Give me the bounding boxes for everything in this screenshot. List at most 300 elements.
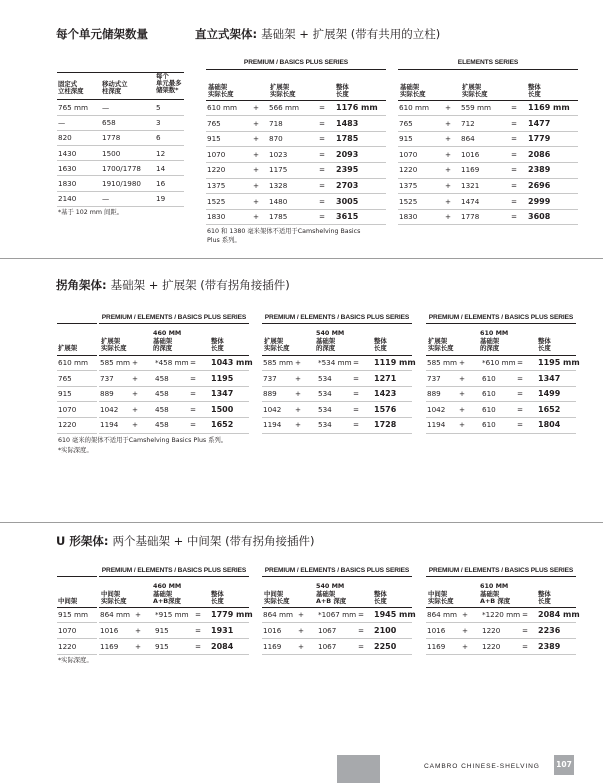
page-number: 107 bbox=[554, 755, 574, 775]
footnote: Plus 系列。 bbox=[207, 237, 241, 244]
cell-total: 1347 bbox=[211, 389, 234, 399]
cell-b: 1480 bbox=[269, 196, 288, 206]
table-header-rule bbox=[262, 607, 412, 608]
cell-b: 1474 bbox=[461, 196, 480, 206]
plus-sign: + bbox=[132, 404, 139, 414]
table-row bbox=[58, 149, 183, 159]
table-row bbox=[262, 389, 412, 399]
equals-sign: = bbox=[190, 420, 197, 430]
col-header-fixed-depth: 固定式 立柱深度 bbox=[58, 80, 84, 96]
cell-max-shelves: 14 bbox=[156, 163, 166, 173]
cell-total: 3608 bbox=[528, 212, 551, 222]
col-header: 整体 长度 bbox=[374, 589, 387, 605]
cell-a: 915 bbox=[207, 134, 221, 144]
table-row bbox=[398, 150, 578, 160]
table-row bbox=[99, 642, 249, 652]
plus-sign: + bbox=[459, 358, 466, 367]
cell-b: 915 bbox=[155, 641, 169, 651]
plus-sign: + bbox=[445, 196, 452, 206]
cell-fixed-depth: 1630 bbox=[58, 163, 77, 173]
col-header: 中间架 实际长度 bbox=[428, 589, 454, 605]
col-header: 扩展架 实际长度 bbox=[101, 336, 127, 352]
table-header-rule bbox=[398, 100, 578, 101]
cell-b: 870 bbox=[269, 134, 283, 144]
table-row bbox=[398, 103, 578, 113]
equals-sign: = bbox=[358, 625, 365, 635]
table-header-rule bbox=[426, 355, 576, 356]
plus-sign: + bbox=[459, 373, 466, 383]
plus-sign: + bbox=[459, 404, 466, 414]
row-rule bbox=[99, 386, 249, 387]
table-row bbox=[58, 194, 183, 204]
col-header: 460 MM 基础架 A+B深度 bbox=[153, 582, 182, 605]
row-rule bbox=[57, 622, 97, 623]
equals-sign: = bbox=[517, 358, 524, 367]
plus-sign: + bbox=[132, 373, 139, 383]
cell-b: 1321 bbox=[461, 181, 480, 190]
table-row bbox=[426, 642, 576, 652]
col-header: 中间架 实际长度 bbox=[264, 589, 290, 605]
cell-total: 3005 bbox=[336, 196, 359, 206]
row-rule bbox=[57, 145, 184, 146]
cell-a: 1220 bbox=[399, 165, 418, 175]
cell-mobile-depth: 658 bbox=[102, 118, 116, 128]
cell-b: 1328 bbox=[269, 181, 288, 190]
cell-fixed-depth: 765 mm bbox=[58, 103, 89, 112]
equals-sign: = bbox=[511, 103, 518, 112]
plus-sign: + bbox=[298, 610, 305, 619]
series-label: PREMIUM / BASICS PLUS SERIES bbox=[243, 59, 349, 66]
cell-mobile-depth: 1500 bbox=[102, 148, 121, 158]
plus-sign: + bbox=[253, 181, 260, 190]
section-title-rest: 基础架 + 扩展架 (带有拐角接插件) bbox=[110, 278, 290, 292]
table-row bbox=[398, 197, 578, 207]
plus-sign: + bbox=[459, 420, 466, 430]
cell-a: 1070 bbox=[399, 149, 418, 159]
row-rule bbox=[57, 370, 97, 371]
cell-a: 889 bbox=[263, 389, 277, 399]
cell-total: 1652 bbox=[538, 404, 561, 414]
series-label: ELEMENTS SERIES bbox=[457, 59, 519, 66]
col-header: 扩展架 实际长度 bbox=[270, 82, 296, 98]
row-rule bbox=[206, 224, 386, 225]
plus-sign: + bbox=[253, 212, 260, 222]
row-rule bbox=[262, 654, 412, 655]
cell-total: 1785 bbox=[336, 134, 359, 144]
plus-sign: + bbox=[445, 134, 452, 144]
row-rule bbox=[206, 162, 386, 163]
row-rule bbox=[57, 206, 184, 207]
col-header: 中间架 实际长度 bbox=[101, 589, 127, 605]
section-title-rest: 两个基础架 + 中间架 (带有拐角接插件) bbox=[112, 534, 315, 548]
footer-brand: CAMBRO CHINESE-SHELVING bbox=[424, 763, 540, 770]
row-rule bbox=[426, 433, 576, 434]
cell-b: 1220 bbox=[482, 625, 501, 635]
cell-a: 765 bbox=[207, 118, 221, 128]
cell-total: 1043 mm bbox=[211, 358, 253, 367]
table-row bbox=[206, 103, 386, 113]
equals-sign: = bbox=[319, 212, 326, 222]
cell-total: 1779 bbox=[528, 134, 551, 144]
left-cell: 1070 bbox=[58, 625, 77, 635]
cell-b: 1785 bbox=[269, 212, 288, 222]
row-rule bbox=[426, 386, 576, 387]
col-header: 610 MM 基础架 A+B 深度 bbox=[480, 582, 511, 605]
col-header: 基础架 实际长度 bbox=[208, 82, 234, 98]
cell-a: 737 bbox=[263, 373, 277, 383]
equals-sign: = bbox=[358, 610, 365, 619]
cell-b: 534 bbox=[318, 420, 332, 430]
series-label: PREMIUM / ELEMENTS / BASICS PLUS SERIES bbox=[428, 314, 574, 321]
row-rule bbox=[262, 622, 412, 623]
series-label: PREMIUM / ELEMENTS / BASICS PLUS SERIES bbox=[101, 567, 247, 574]
table-row bbox=[262, 358, 416, 368]
row-rule bbox=[262, 401, 412, 402]
col-header: 扩展架 实际长度 bbox=[428, 336, 454, 352]
table-row bbox=[58, 103, 183, 113]
plus-sign: + bbox=[459, 389, 466, 399]
plus-sign: + bbox=[253, 165, 260, 175]
row-rule bbox=[99, 401, 249, 402]
table-row bbox=[426, 626, 576, 636]
row-rule bbox=[398, 224, 578, 225]
table-row bbox=[58, 133, 183, 143]
cell-a: 585 mm bbox=[263, 358, 294, 367]
equals-sign: = bbox=[517, 373, 524, 383]
units-note: *基于 102 mm 间距。 bbox=[58, 209, 123, 216]
plus-sign: + bbox=[253, 196, 260, 206]
cell-a: 1830 bbox=[399, 212, 418, 222]
plus-sign: + bbox=[295, 373, 302, 383]
plus-sign: + bbox=[445, 165, 452, 175]
table-top-rule bbox=[57, 576, 97, 577]
table-row bbox=[426, 610, 580, 620]
plus-sign: + bbox=[445, 103, 452, 112]
col-header-max-shelves: 每个 单元最多 储架数* bbox=[156, 72, 182, 95]
cell-total: 1804 bbox=[538, 420, 561, 430]
cell-b: 915 bbox=[155, 625, 169, 635]
cell-total: 1423 bbox=[374, 389, 397, 399]
equals-sign: = bbox=[511, 149, 518, 159]
row-rule bbox=[206, 131, 386, 132]
col-header: 基础架 实际长度 bbox=[400, 82, 426, 98]
table-row bbox=[262, 642, 412, 652]
cell-a: 1169 bbox=[427, 641, 446, 651]
cell-total: 2395 bbox=[336, 165, 359, 175]
col-header: 整体 长度 bbox=[211, 589, 224, 605]
table-row bbox=[262, 626, 412, 636]
plus-sign: + bbox=[295, 404, 302, 414]
row-rule bbox=[57, 191, 184, 192]
col-header: 扩展架 实际长度 bbox=[264, 336, 290, 352]
row-rule bbox=[262, 433, 412, 434]
cell-fixed-depth: 1830 bbox=[58, 179, 77, 188]
plus-sign: + bbox=[295, 420, 302, 430]
cell-a: 864 mm bbox=[263, 610, 294, 619]
cell-total: 2999 bbox=[528, 196, 551, 206]
table-header-rule bbox=[57, 607, 97, 608]
cell-a: 585 mm bbox=[427, 358, 458, 367]
equals-sign: = bbox=[522, 610, 529, 619]
row-rule bbox=[426, 417, 576, 418]
table-row bbox=[206, 165, 386, 175]
cell-total: 1169 mm bbox=[528, 103, 570, 112]
table-row bbox=[262, 610, 416, 620]
cell-max-shelves: 16 bbox=[156, 179, 166, 188]
col-header: 整体 长度 bbox=[538, 336, 551, 352]
row-rule bbox=[262, 370, 412, 371]
row-rule bbox=[398, 131, 578, 132]
cell-b: 1023 bbox=[269, 149, 288, 159]
section-divider bbox=[0, 522, 603, 523]
equals-sign: = bbox=[353, 420, 360, 430]
cell-b: 1220 bbox=[482, 641, 501, 651]
cell-a: 585 mm bbox=[100, 358, 131, 367]
row-rule bbox=[398, 209, 578, 210]
row-rule bbox=[57, 417, 97, 418]
table-row bbox=[426, 374, 576, 384]
equals-sign: = bbox=[190, 404, 197, 414]
col-header-left: 中间架 bbox=[58, 596, 78, 605]
table-row bbox=[262, 374, 412, 384]
footnote: *实际深度。 bbox=[58, 657, 93, 664]
cell-b: 1169 bbox=[461, 165, 480, 175]
equals-sign: = bbox=[195, 641, 202, 651]
row-rule bbox=[206, 193, 386, 194]
table-header-rule bbox=[57, 355, 97, 356]
cell-fixed-depth: — bbox=[58, 118, 66, 128]
table-top-rule bbox=[206, 69, 386, 70]
equals-sign: = bbox=[190, 389, 197, 399]
row-rule bbox=[206, 115, 386, 116]
col-header: 540 MM 基础架 的深度 bbox=[316, 329, 345, 352]
left-cell: 1220 bbox=[58, 420, 77, 430]
cell-total: 1652 bbox=[211, 420, 234, 430]
section-title-corner bbox=[56, 277, 290, 293]
equals-sign: = bbox=[319, 181, 326, 190]
plus-sign: + bbox=[295, 389, 302, 399]
row-rule bbox=[262, 417, 412, 418]
table-top-rule bbox=[398, 69, 578, 70]
cell-max-shelves: 3 bbox=[156, 118, 161, 128]
plus-sign: + bbox=[253, 118, 260, 128]
cell-a: 1375 bbox=[399, 181, 418, 190]
table-row bbox=[99, 374, 249, 384]
cell-total: 1477 bbox=[528, 118, 551, 128]
cell-total: 1483 bbox=[336, 118, 359, 128]
cell-a: 737 bbox=[427, 373, 441, 383]
cell-total: 2086 bbox=[528, 149, 551, 159]
equals-sign: = bbox=[517, 420, 524, 430]
equals-sign: = bbox=[319, 196, 326, 206]
row-rule bbox=[57, 175, 184, 176]
plus-sign: + bbox=[253, 149, 260, 159]
equals-sign: = bbox=[190, 358, 197, 367]
cell-total: 2100 bbox=[374, 625, 397, 635]
table-row bbox=[206, 197, 386, 207]
col-header: 整体 长度 bbox=[528, 82, 541, 98]
cell-b: 534 bbox=[318, 404, 332, 414]
cell-total: 1119 mm bbox=[374, 358, 416, 367]
equals-sign: = bbox=[319, 118, 326, 128]
table-row bbox=[99, 358, 253, 368]
cell-total: 2093 bbox=[336, 149, 359, 159]
equals-sign: = bbox=[517, 404, 524, 414]
row-rule bbox=[99, 417, 249, 418]
row-rule bbox=[99, 638, 249, 639]
equals-sign: = bbox=[195, 610, 202, 619]
cell-total: 2389 bbox=[538, 641, 561, 651]
row-rule bbox=[426, 622, 576, 623]
plus-sign: + bbox=[253, 103, 260, 112]
table-row bbox=[398, 134, 578, 144]
cell-a: 864 mm bbox=[100, 610, 131, 619]
cell-a: 889 bbox=[427, 389, 441, 399]
cell-a: 864 mm bbox=[427, 610, 458, 619]
section-title-units: 每个单元储架数量 bbox=[56, 27, 148, 41]
row-rule bbox=[99, 654, 249, 655]
table-row bbox=[99, 389, 249, 399]
cell-a: 1016 bbox=[427, 625, 446, 635]
section-title-rest: 基础架 + 扩展架 (带有共用的立柱) bbox=[261, 27, 441, 41]
equals-sign: = bbox=[358, 641, 365, 651]
cell-mobile-depth: — bbox=[102, 194, 110, 204]
row-rule bbox=[57, 433, 97, 434]
equals-sign: = bbox=[195, 625, 202, 635]
table-row bbox=[206, 150, 386, 160]
cell-b: 458 bbox=[155, 420, 169, 430]
left-cell: 1070 bbox=[58, 404, 77, 414]
equals-sign: = bbox=[517, 389, 524, 399]
equals-sign: = bbox=[319, 165, 326, 175]
cell-b: 1067 bbox=[318, 641, 337, 651]
plus-sign: + bbox=[445, 149, 452, 159]
cell-b: *1067 mm bbox=[318, 610, 357, 619]
series-label: PREMIUM / ELEMENTS / BASICS PLUS SERIES bbox=[264, 567, 410, 574]
left-cell: 610 mm bbox=[58, 358, 89, 367]
cell-b: 610 bbox=[482, 373, 496, 383]
equals-sign: = bbox=[511, 212, 518, 222]
cell-b: 718 bbox=[269, 118, 283, 128]
cell-a: 1194 bbox=[427, 420, 446, 430]
cell-total: 2389 bbox=[528, 165, 551, 175]
table-header-rule bbox=[262, 355, 412, 356]
row-rule bbox=[99, 433, 249, 434]
cell-a: 610 mm bbox=[399, 103, 430, 112]
plus-sign: + bbox=[445, 212, 452, 222]
table-row bbox=[58, 164, 183, 174]
table-header-rule bbox=[99, 607, 249, 608]
cell-total: 1195 mm bbox=[538, 358, 580, 367]
plus-sign: + bbox=[295, 358, 302, 367]
plus-sign: + bbox=[462, 625, 469, 635]
table-top-rule bbox=[426, 576, 576, 577]
table-top-rule bbox=[262, 323, 412, 324]
equals-sign: = bbox=[353, 389, 360, 399]
row-rule bbox=[206, 178, 386, 179]
equals-sign: = bbox=[511, 196, 518, 206]
equals-sign: = bbox=[511, 165, 518, 175]
left-cell: 915 mm bbox=[58, 610, 89, 619]
cell-b: *458 mm bbox=[155, 358, 189, 367]
plus-sign: + bbox=[135, 610, 142, 619]
cell-b: 534 bbox=[318, 373, 332, 383]
cell-b: 559 mm bbox=[461, 103, 492, 112]
cell-mobile-depth: 1778 bbox=[102, 133, 121, 143]
cell-total: 2084 bbox=[211, 641, 234, 651]
cell-total: 2703 bbox=[336, 181, 359, 190]
row-rule bbox=[57, 638, 97, 639]
equals-sign: = bbox=[190, 373, 197, 383]
cell-mobile-depth: — bbox=[102, 103, 110, 112]
cell-a: 1169 bbox=[100, 641, 119, 651]
cell-b: 712 bbox=[461, 118, 475, 128]
cell-total: 2236 bbox=[538, 625, 561, 635]
series-label: PREMIUM / ELEMENTS / BASICS PLUS SERIES bbox=[101, 314, 247, 321]
cell-a: 1830 bbox=[207, 212, 226, 222]
cell-max-shelves: 5 bbox=[156, 103, 161, 112]
row-rule bbox=[206, 146, 386, 147]
cell-total: 1576 bbox=[374, 404, 397, 414]
equals-sign: = bbox=[319, 103, 326, 112]
table-row bbox=[58, 118, 183, 128]
table-row bbox=[398, 165, 578, 175]
cell-b: 1067 bbox=[318, 625, 337, 635]
table-row bbox=[99, 420, 249, 430]
plus-sign: + bbox=[132, 358, 139, 367]
cell-a: 1070 bbox=[207, 149, 226, 159]
cell-mobile-depth: 1910/1980 bbox=[102, 179, 142, 188]
plus-sign: + bbox=[462, 641, 469, 651]
footnote: 610 毫米的架体不适用于Camshelving Basics Plus 系列。 bbox=[58, 437, 228, 444]
row-rule bbox=[426, 401, 576, 402]
table-row bbox=[398, 212, 578, 222]
row-rule bbox=[398, 193, 578, 194]
cell-a: 1194 bbox=[263, 420, 282, 430]
row-rule bbox=[398, 162, 578, 163]
cell-a: 915 bbox=[399, 134, 413, 144]
equals-sign: = bbox=[511, 181, 518, 190]
equals-sign: = bbox=[522, 641, 529, 651]
row-rule bbox=[426, 654, 576, 655]
equals-sign: = bbox=[353, 404, 360, 414]
section-title-u-shape bbox=[56, 533, 315, 549]
col-header: 540 MM 基础架 A+B 深度 bbox=[316, 582, 347, 605]
cell-total: 3615 bbox=[336, 212, 359, 222]
plus-sign: + bbox=[135, 641, 142, 651]
section-title-bold: 拐角架体: bbox=[56, 278, 107, 292]
table-top-rule bbox=[426, 323, 576, 324]
cell-b: *534 mm bbox=[318, 358, 352, 367]
series-label: PREMIUM / ELEMENTS / BASICS PLUS SERIES bbox=[264, 314, 410, 321]
cell-a: 737 bbox=[100, 373, 114, 383]
table-row bbox=[99, 626, 249, 636]
plus-sign: + bbox=[132, 389, 139, 399]
table-row bbox=[426, 405, 576, 415]
left-cell: 1220 bbox=[58, 641, 77, 651]
row-rule bbox=[57, 401, 97, 402]
col-header: 460 MM 基础架 的深度 bbox=[153, 329, 182, 352]
cell-total: 1931 bbox=[211, 625, 234, 635]
cell-b: *610 mm bbox=[482, 358, 516, 367]
cell-a: 1016 bbox=[263, 625, 282, 635]
row-rule bbox=[398, 146, 578, 147]
table-row bbox=[99, 610, 253, 620]
plus-sign: + bbox=[132, 420, 139, 430]
cell-a: 1220 bbox=[207, 165, 226, 175]
cell-a: 1525 bbox=[399, 196, 418, 206]
table-row bbox=[398, 181, 578, 191]
